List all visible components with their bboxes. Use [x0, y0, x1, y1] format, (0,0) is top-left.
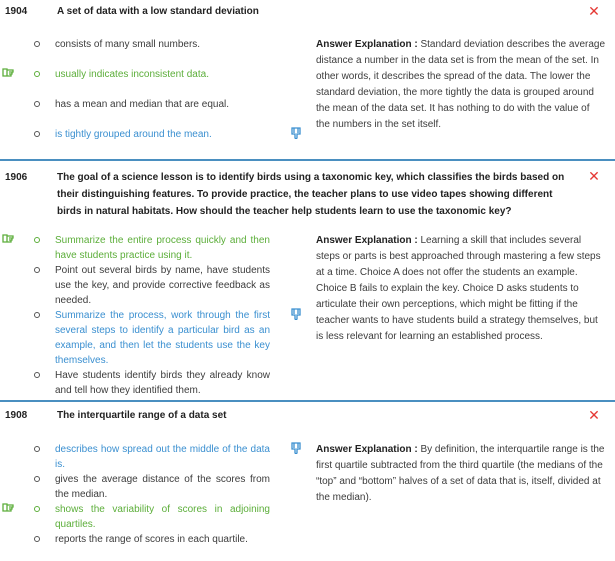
option-bullet[interactable] [34, 131, 40, 137]
option-bullet[interactable] [34, 41, 40, 47]
option-bullet[interactable] [34, 237, 40, 243]
answer-option-correct[interactable]: shows the variability of scores in adjoining quartiles. [55, 504, 270, 530]
answer-option-selected[interactable]: describes how spread out the middle of the data is. [55, 444, 270, 470]
option-bullet[interactable] [34, 372, 40, 378]
explanation-text: By definition, the interquartile range is the first quartile subtracted from the third quartile (the medians of the “top” and “bottom” halves of a set of data that is, itself, divided at the median). [316, 444, 605, 503]
answer-option[interactable]: consists of many small numbers. [55, 39, 201, 50]
answer-option[interactable]: has a mean and median that are equal. [55, 99, 230, 110]
thumb-pointer-icon [2, 233, 15, 244]
option-bullet[interactable] [34, 101, 40, 107]
answer-option-selected[interactable]: is tightly grouped around the mean. [55, 129, 212, 140]
answer-option-correct[interactable]: usually indicates inconsistent data. [55, 69, 209, 80]
explanation-label: Answer Explanation : [316, 235, 418, 246]
option-bullet[interactable] [34, 71, 40, 77]
option-bullet[interactable] [34, 506, 40, 512]
explanation-text: Learning a skill that includes several steps or parts is best approached through mastering a few steps at a time. Choice A does not offer the students an example. Choice B fails to explain the key. Choice D asks students to articulate their own perceptions, which might be fitting if the teacher wants to have students build a strategy themselves, but is less relevant for learning an established process. [316, 235, 601, 342]
answer-explanation [316, 233, 606, 345]
close-icon[interactable]: ✕ [588, 3, 600, 19]
question-separator [0, 159, 615, 161]
answer-option[interactable]: gives the average distance of the scores from the median. [55, 474, 270, 500]
question-number: 1906 [5, 172, 28, 183]
thumb-pointer-icon [2, 67, 15, 78]
answer-option-selected[interactable]: Summarize the process, work through the first several steps to identify a particular bird as an example, and then let the students use the key themselves. [55, 310, 270, 366]
explanation-label: Answer Explanation : [316, 39, 418, 50]
explanation-text: Standard deviation describes the average distance a number in the data set is from the mean of the set. In other words, it describes the spread of the data. The lower the standard deviation, the more tightly the data is grouped around the mean of the data set. It has nothing to do with the value of the numbers in the set itself. [316, 39, 606, 130]
question-number: 1908 [5, 410, 28, 421]
answer-option[interactable]: Point out several birds by name, have students use the key, and provide corrective feedback as needed. [55, 265, 270, 306]
thumb-pointer-icon [2, 502, 15, 513]
answer-option[interactable]: reports the range of scores in each quartile. [55, 534, 248, 545]
pin-icon [290, 442, 302, 454]
answer-option[interactable]: Have students identify birds they already know and tell how they identified them. [55, 370, 270, 396]
option-bullet[interactable] [34, 312, 40, 318]
answer-option-correct[interactable]: Summarize the entire process quickly and then have students practice using it. [55, 235, 270, 261]
explanation-label: Answer Explanation : [316, 444, 418, 455]
question-separator [0, 400, 615, 402]
option-bullet[interactable] [34, 446, 40, 452]
pin-icon [290, 127, 302, 139]
question-text: The interquartile range of a data set [57, 410, 227, 421]
option-bullet[interactable] [34, 536, 40, 542]
question-text: A set of data with a low standard deviation [57, 6, 259, 17]
answer-explanation [316, 442, 606, 506]
option-bullet[interactable] [34, 476, 40, 482]
option-bullet[interactable] [34, 267, 40, 273]
question-number: 1904 [5, 6, 28, 17]
close-icon[interactable]: ✕ [588, 168, 600, 184]
pin-icon [290, 308, 302, 320]
answer-explanation [316, 37, 606, 133]
question-text: The goal of a science lesson is to identify birds using a taxonomic key, which classifies the birds based on their distinguishing features. To provide practice, the teacher plans to use video tapes showing different birds in natural habitats. How should the teacher help students learn to use the taxonomic key? [57, 172, 565, 217]
close-icon[interactable]: ✕ [588, 407, 600, 423]
